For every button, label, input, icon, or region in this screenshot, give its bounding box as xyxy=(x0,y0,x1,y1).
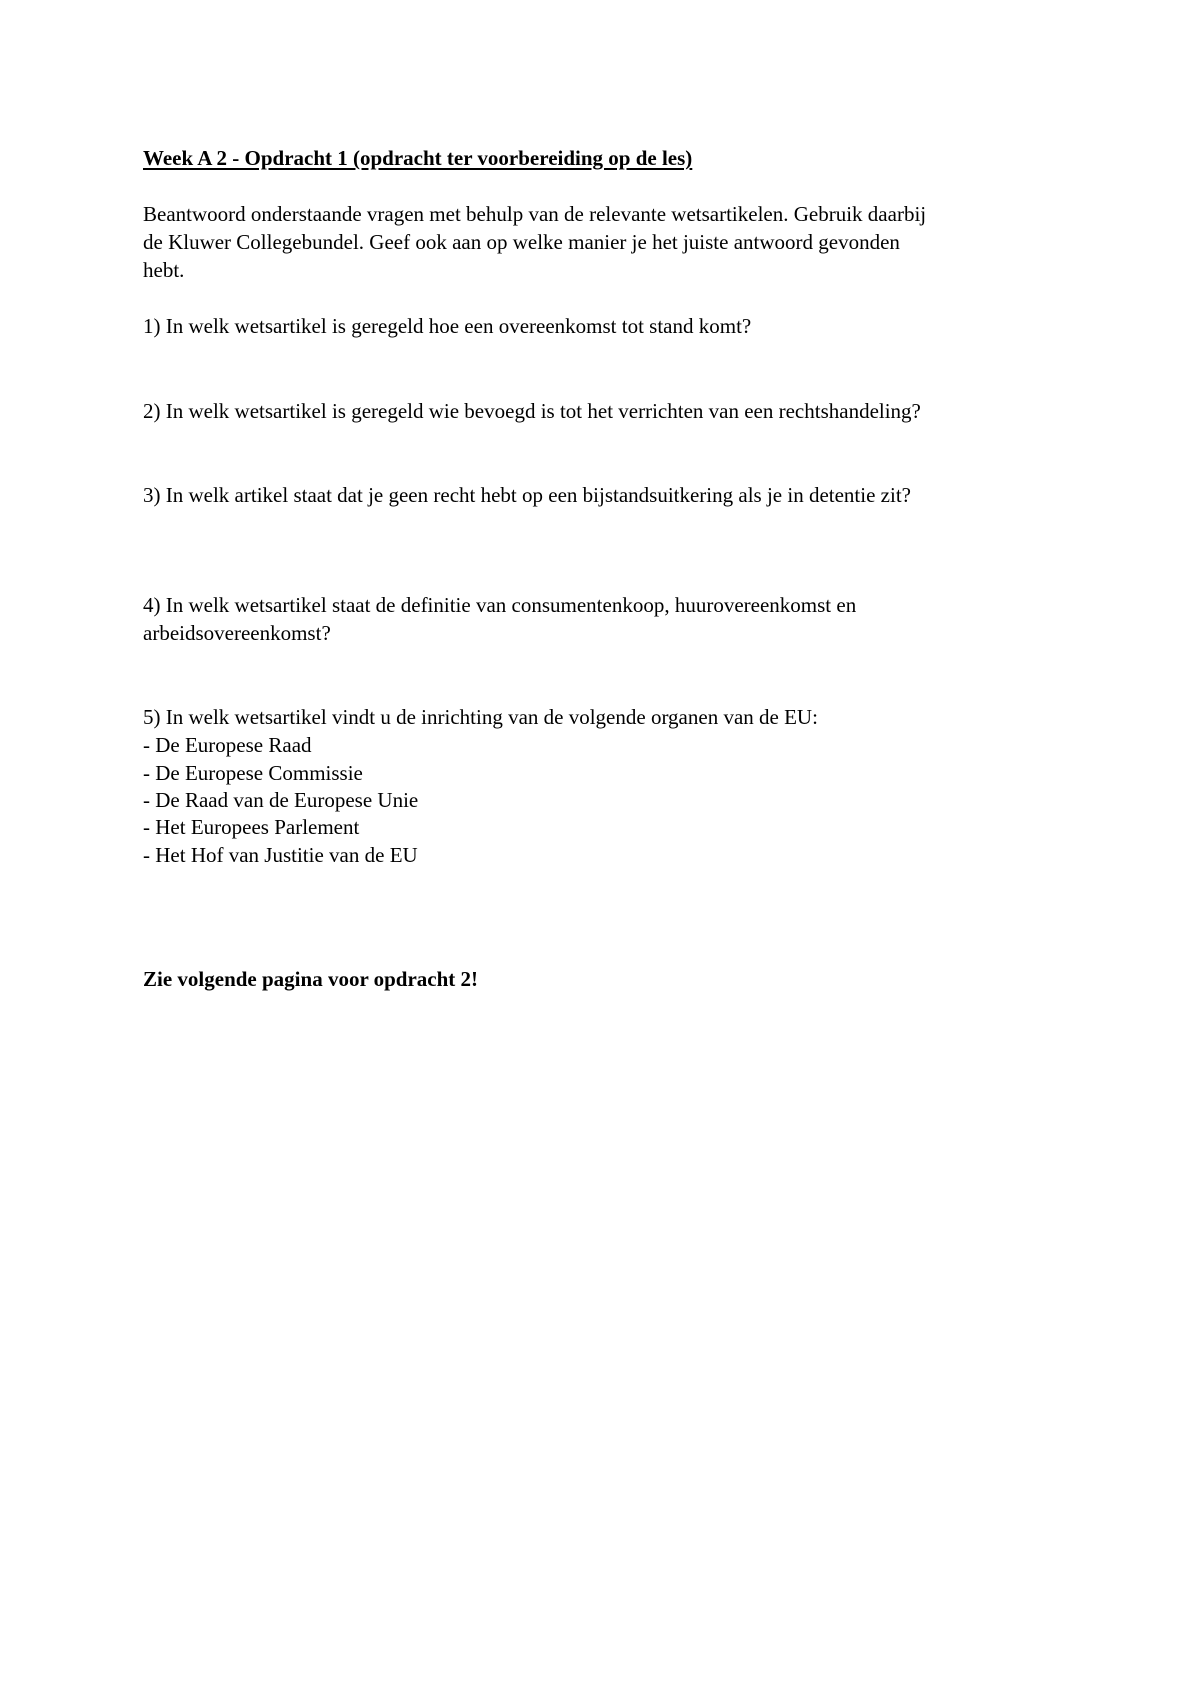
intro-line-3: hebt. xyxy=(143,258,185,282)
intro-line-1: Beantwoord onderstaande vragen met behulp van de relevante wetsartikelen. Gebruik daarbij xyxy=(143,202,927,226)
eu-organ-item: - Het Hof van Justitie van de EU xyxy=(143,843,418,867)
eu-organ-item: - De Europese Raad xyxy=(143,733,312,757)
eu-organ-item: - De Europese Commissie xyxy=(143,761,363,785)
intro-line-2: de Kluwer Collegebundel. Geef ook aan op welke manier je het juiste antwoord gevonden xyxy=(143,230,900,254)
question-5: 5) In welk wetsartikel vindt u de inrichting van de volgende organen van de EU: xyxy=(143,705,818,729)
eu-organ-item: - Het Europees Parlement xyxy=(143,815,360,839)
question-2: 2) In welk wetsartikel is geregeld wie bevoegd is tot het verrichten van een rechtshandeling? xyxy=(143,399,921,423)
question-4-line-1: 4) In welk wetsartikel staat de definitie van consumentenkoop, huurovereenkomst en xyxy=(143,593,857,617)
document-title: Week A 2 - Opdracht 1 (opdracht ter voorbereiding op de les) xyxy=(143,146,693,170)
question-1: 1) In welk wetsartikel is geregeld hoe een overeenkomst tot stand komt? xyxy=(143,314,752,338)
question-4-line-2: arbeidsovereenkomst? xyxy=(143,621,331,645)
eu-organ-item: - De Raad van de Europese Unie xyxy=(143,788,419,812)
footer-note: Zie volgende pagina voor opdracht 2! xyxy=(143,967,479,991)
question-3: 3) In welk artikel staat dat je geen recht hebt op een bijstandsuitkering als je in detentie zit? xyxy=(143,483,911,507)
